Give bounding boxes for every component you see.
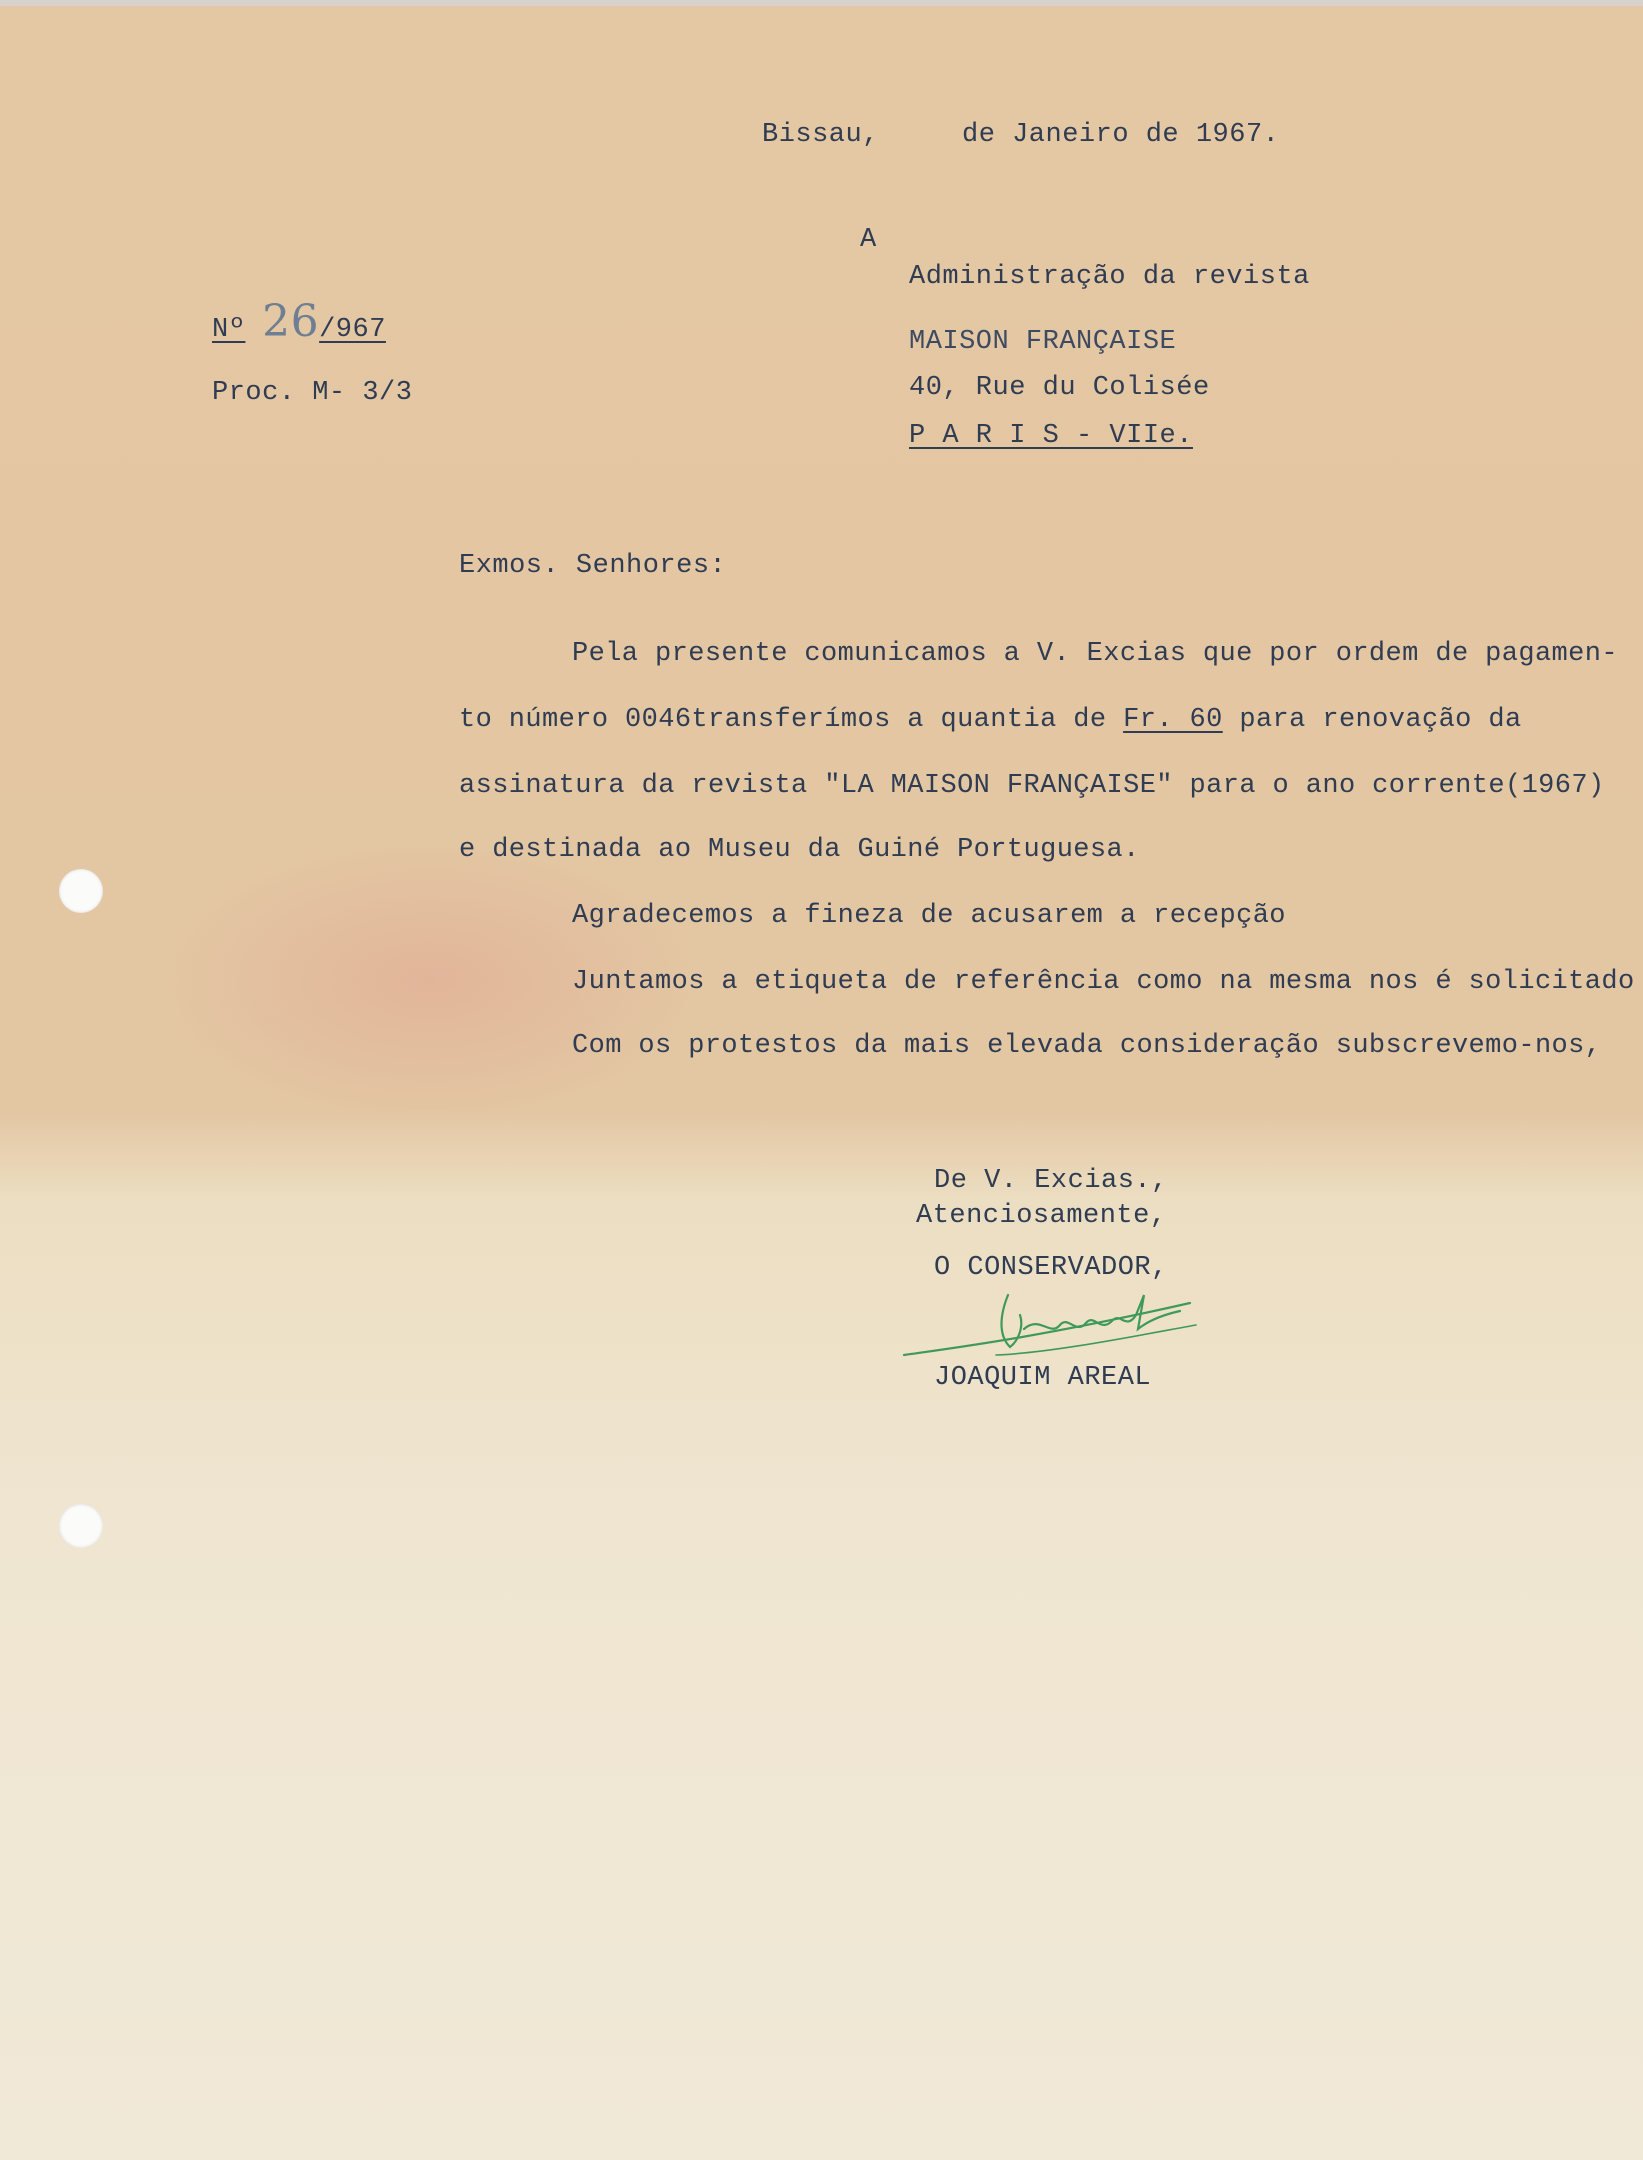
closing-line-2: Atenciosamente, bbox=[916, 1201, 1167, 1231]
salutation: Exmos. Senhores: bbox=[459, 551, 727, 581]
body-p1-line-2b: para renovação da bbox=[1222, 705, 1522, 735]
body-p1-line-1: Pela presente comunicamos a V. Excias que por ordem de pagamen- bbox=[572, 639, 1618, 669]
number-year: /967 bbox=[319, 315, 386, 345]
body-p1-line-4: e destinada ao Museu da Guiné Portuguesa. bbox=[459, 835, 1140, 865]
body-p1-line-3: assinatura da revista "LA MAISON FRANÇAISE" para o ano corrente(1967) bbox=[459, 771, 1605, 801]
reference-number bbox=[212, 296, 386, 347]
signatory-name: JOAQUIM AREAL bbox=[934, 1363, 1152, 1393]
recipient-line-3: 40, Rue du Colisée bbox=[909, 373, 1210, 403]
date-place: Bissau, bbox=[762, 120, 879, 150]
recipient-line-1: Administração da revista bbox=[909, 262, 1310, 292]
payment-amount: Fr. 60 bbox=[1123, 705, 1223, 735]
signatory-title: O CONSERVADOR, bbox=[934, 1253, 1168, 1283]
page-top-edge bbox=[0, 0, 1643, 6]
recipient-line-2: MAISON FRANÇAISE bbox=[909, 327, 1177, 357]
punch-hole-upper bbox=[59, 869, 103, 913]
closing-line-1: De V. Excias., bbox=[934, 1166, 1168, 1196]
body-p1-line-2a: to número 0046transferímos a quantia de bbox=[459, 705, 1124, 735]
punch-hole-lower bbox=[59, 1504, 103, 1548]
body-paragraph-4: Com os protestos da mais elevada consideração subscrevemo-nos, bbox=[572, 1031, 1602, 1061]
body-p1-line-2 bbox=[459, 705, 1522, 735]
process-reference: Proc. M- 3/3 bbox=[212, 378, 413, 408]
recipient-to: A bbox=[860, 225, 877, 255]
number-label: Nº bbox=[212, 315, 246, 345]
body-paragraph-2: Agradecemos a fineza de acusarem a recepção bbox=[572, 901, 1286, 931]
handwritten-signature bbox=[900, 1285, 1200, 1365]
handwritten-number: 26 bbox=[262, 296, 320, 347]
body-paragraph-3: Juntamos a etiqueta de referência como na mesma nos é solicitado bbox=[572, 967, 1635, 997]
recipient-line-4: P A R I S - VIIe. bbox=[909, 421, 1193, 451]
date-text: de Janeiro de 1967. bbox=[962, 120, 1280, 150]
